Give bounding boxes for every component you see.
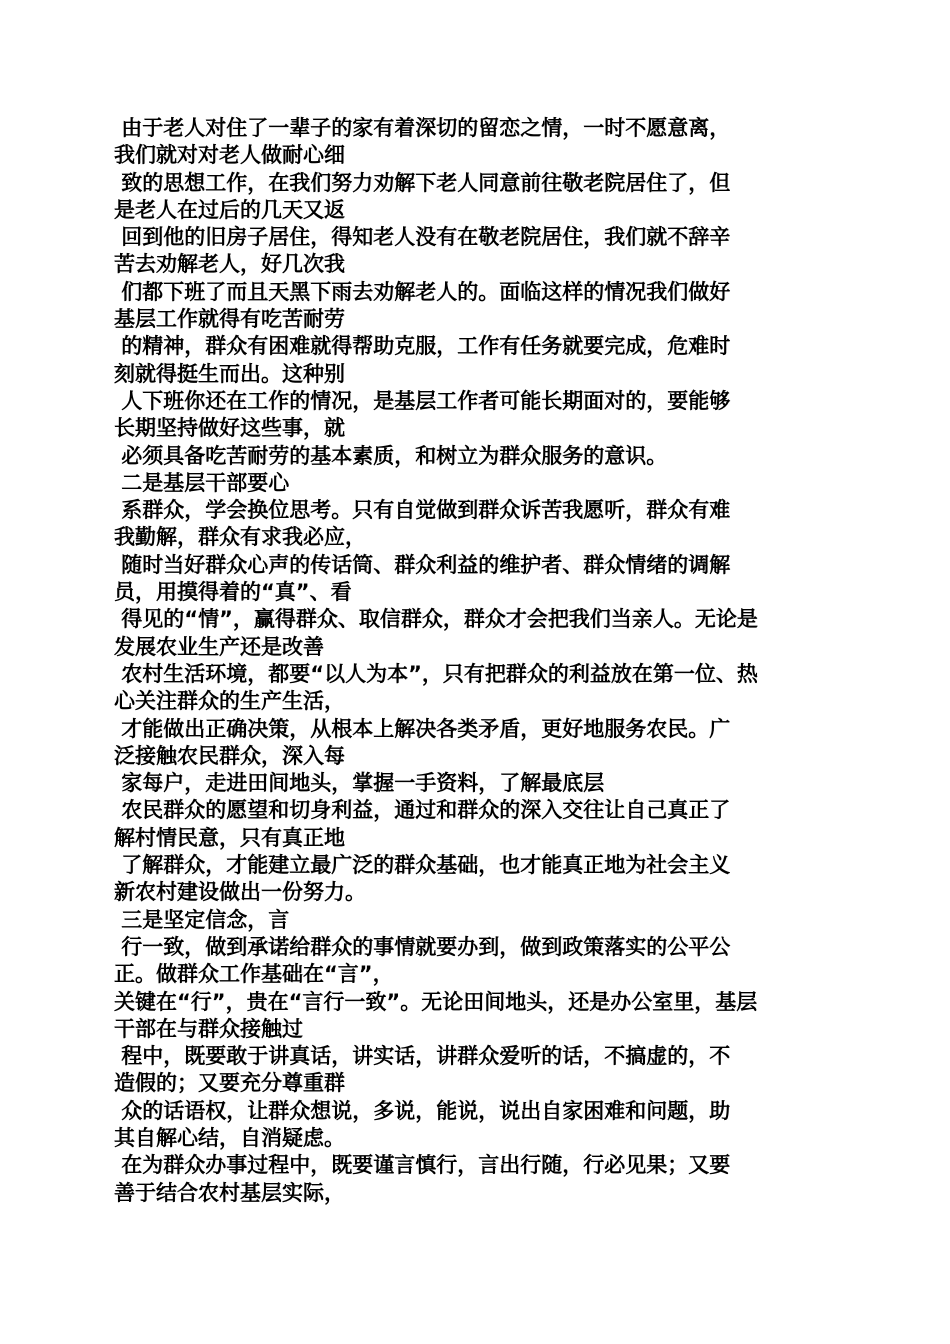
text-line: 家每户，走进田间地头，掌握一手资料，了解最底层 bbox=[114, 771, 605, 796]
text-line: 农民群众的愿望和切身利益，通过和群众的深入交往让自己真正了 bbox=[114, 798, 731, 823]
text-line: 在为群众办事过程中，既要谨言慎行，言出行随，行必见果；又要 bbox=[114, 1153, 731, 1178]
text-line: 众的话语权，让群众想说，多说，能说，说出自家困难和问题，助 bbox=[114, 1098, 731, 1123]
text-line: 造假的；又要充分尊重群 bbox=[114, 1071, 345, 1096]
text-line: 心关注群众的生产生活， bbox=[114, 689, 345, 714]
text-line: 员，用摸得着的“真”、看 bbox=[114, 580, 352, 605]
body-text bbox=[114, 115, 839, 1207]
text-line: 关键在“行”，贵在“言行一致”。无论田间地头，还是办公室里，基层 bbox=[114, 989, 758, 1014]
text-line: 行一致，做到承诺给群众的事情就要办到，做到政策落实的公平公 bbox=[114, 934, 731, 959]
text-line: 我们就对对老人做耐心细 bbox=[114, 143, 345, 168]
text-line: 泛接触农民群众，深入每 bbox=[114, 743, 345, 768]
text-line: 农村生活环境，都要“以人为本”，只有把群众的利益放在第一位、热 bbox=[114, 661, 758, 686]
text-line: 必须具备吃苦耐劳的基本素质，和树立为群众服务的意识。 bbox=[114, 443, 668, 468]
section-heading-2: 二是基层干部要心 bbox=[114, 470, 290, 495]
text-line: 苦去劝解老人，好几次我 bbox=[114, 252, 345, 277]
text-line: 刻就得挺生而出。这种别 bbox=[114, 361, 345, 386]
text-line: 解村情民意，只有真正地 bbox=[114, 825, 345, 850]
text-line: 们都下班了而且天黑下雨去劝解老人的。面临这样的情况我们做好 bbox=[114, 279, 731, 304]
text-line: 干部在与群众接触过 bbox=[114, 1016, 303, 1041]
text-line: 了解群众，才能建立最广泛的群众基础，也才能真正地为社会主义 bbox=[114, 853, 731, 878]
text-line: 得见的“情”，赢得群众、取信群众，群众才会把我们当亲人。无论是 bbox=[114, 607, 758, 632]
text-line: 由于老人对住了一辈子的家有着深切的留恋之情，一时不愿意离， bbox=[114, 116, 731, 140]
text-line: 基层工作就得有吃苦耐劳 bbox=[114, 307, 345, 332]
text-line: 程中，既要敢于讲真话，讲实话，讲群众爱听的话，不搞虚的，不 bbox=[114, 1044, 731, 1069]
text-line: 系群众，学会换位思考。只有自觉做到群众诉苦我愿听，群众有难 bbox=[114, 498, 731, 523]
text-line: 才能做出正确决策，从根本上解决各类矛盾，更好地服务农民。广 bbox=[114, 716, 731, 741]
section-heading-3: 三是坚定信念，言 bbox=[114, 907, 290, 932]
text-line: 是老人在过后的几天又返 bbox=[114, 197, 345, 222]
text-line: 致的思想工作，在我们努力劝解下老人同意前往敬老院居住了，但 bbox=[114, 170, 731, 195]
text-line: 随时当好群众心声的传话筒、群众利益的维护者、群众情绪的调解 bbox=[114, 552, 731, 577]
text-line: 长期坚持做好这些事，就 bbox=[114, 416, 345, 441]
text-line: 其自解心结，自消疑虑。 bbox=[114, 1125, 345, 1150]
text-line: 善于结合农村基层实际， bbox=[114, 1180, 345, 1205]
text-line: 的精神，群众有困难就得帮助克服，工作有任务就要完成，危难时 bbox=[114, 334, 731, 359]
text-line: 新农村建设做出一份努力。 bbox=[114, 880, 366, 905]
text-line: 发展农业生产还是改善 bbox=[114, 634, 324, 659]
text-line: 人下班你还在工作的情况，是基层工作者可能长期面对的，要能够 bbox=[114, 388, 731, 413]
text-line: 回到他的旧房子居住，得知老人没有在敬老院居住，我们就不辞辛 bbox=[114, 225, 731, 250]
text-line: 正。做群众工作基础在“言”， bbox=[114, 962, 394, 987]
text-line: 我勤解，群众有求我必应， bbox=[114, 525, 366, 550]
